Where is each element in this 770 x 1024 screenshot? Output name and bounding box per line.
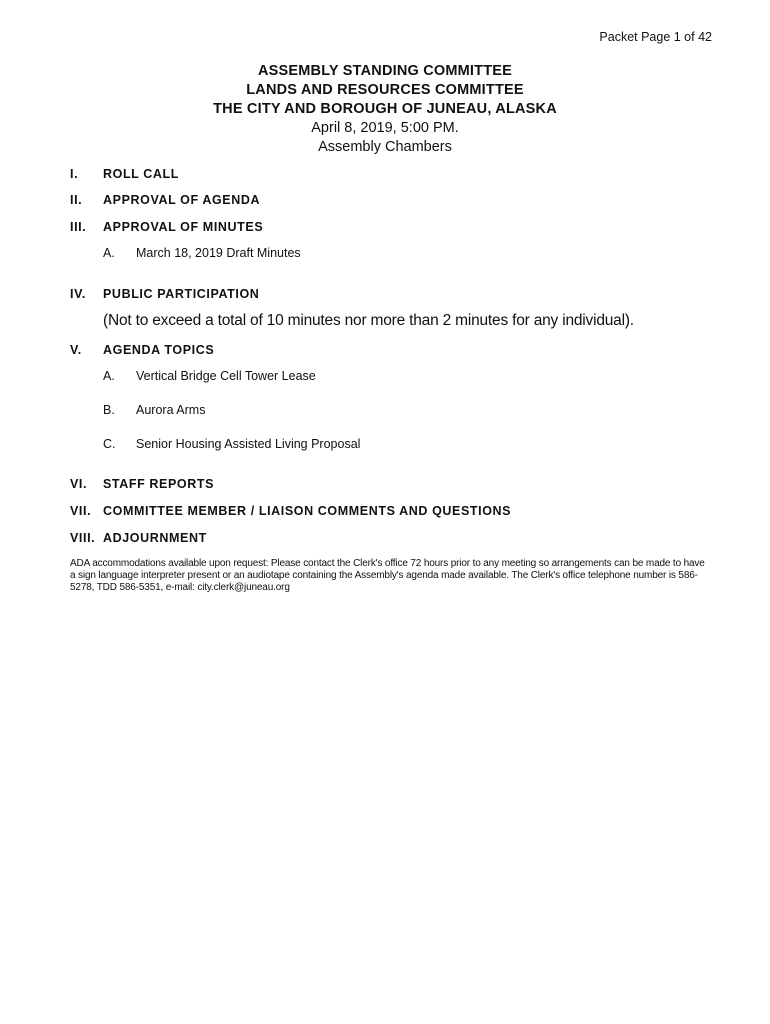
subitem-text: March 18, 2019 Draft Minutes [136,246,301,260]
subitem-letter: A. [103,369,115,383]
section-number: V. [70,343,82,357]
meeting-date: April 8, 2019, 5:00 PM. [311,120,459,136]
agenda-section-agenda-topics [70,343,214,357]
subitem-text: Aurora Arms [136,403,206,417]
agenda-subitem [103,246,301,260]
section-number: III. [70,220,87,234]
agenda-subitem [103,403,205,417]
section-number: VI. [70,477,88,491]
agenda-section-adjournment [70,531,207,545]
public-participation-note: (Not to exceed a total of 10 minutes nor more than 2 minutes for any individual). [103,312,634,329]
section-number: IV. [70,287,86,301]
header-committee: ASSEMBLY STANDING COMMITTEE [257,63,513,79]
agenda-section-approval-of-minutes [70,220,263,234]
document-header [0,62,770,157]
subitem-text: Vertical Bridge Cell Tower Lease [136,369,316,383]
section-title: PUBLIC PARTICIPATION [103,287,260,301]
section-number: I. [70,167,79,181]
agenda-subitem [103,437,360,451]
header-subcommittee: LANDS AND RESOURCES COMMITTEE [246,82,524,98]
agenda-subitem [103,369,316,383]
section-number: II. [70,193,83,207]
agenda-section-roll-call [70,167,179,181]
section-title: APPROVAL OF MINUTES [103,220,264,234]
section-title: COMMITTEE MEMBER / LIAISON COMMENTS AND QUESTIONS [103,504,512,518]
subitem-letter: B. [103,403,115,417]
ada-notice: ADA accommodations available upon request: Please contact the Clerk's office 72 hours prior to any meeting so arrangements can be made to have a sign language interpreter present or an audiotape containing the Assembly's agenda made available. The Clerk's office telephone number is 586-5278, TDD 586-5351, e-mail: city.clerk@juneau.org [70,558,705,593]
header-municipality: THE CITY AND BOROUGH OF JUNEAU, ALASKA [213,101,557,117]
subitem-text: Senior Housing Assisted Living Proposal [136,437,361,451]
section-title: ADJOURNMENT [103,531,207,545]
subitem-letter: C. [103,437,116,451]
page-number: Packet Page 1 of 42 [599,30,712,44]
section-title: STAFF REPORTS [103,477,215,491]
section-number: VII. [70,504,92,518]
meeting-location: Assembly Chambers [318,139,452,155]
agenda-section-staff-reports [70,477,214,491]
subitem-letter: A. [103,246,115,260]
agenda-section-approval-of-agenda [70,193,260,207]
section-title: AGENDA TOPICS [103,343,215,357]
agenda-section-public-participation [70,287,259,301]
agenda-section-committee-comments [70,504,511,518]
section-title: ROLL CALL [103,167,179,181]
section-number: VIII. [70,531,96,545]
section-title: APPROVAL OF AGENDA [103,193,261,207]
